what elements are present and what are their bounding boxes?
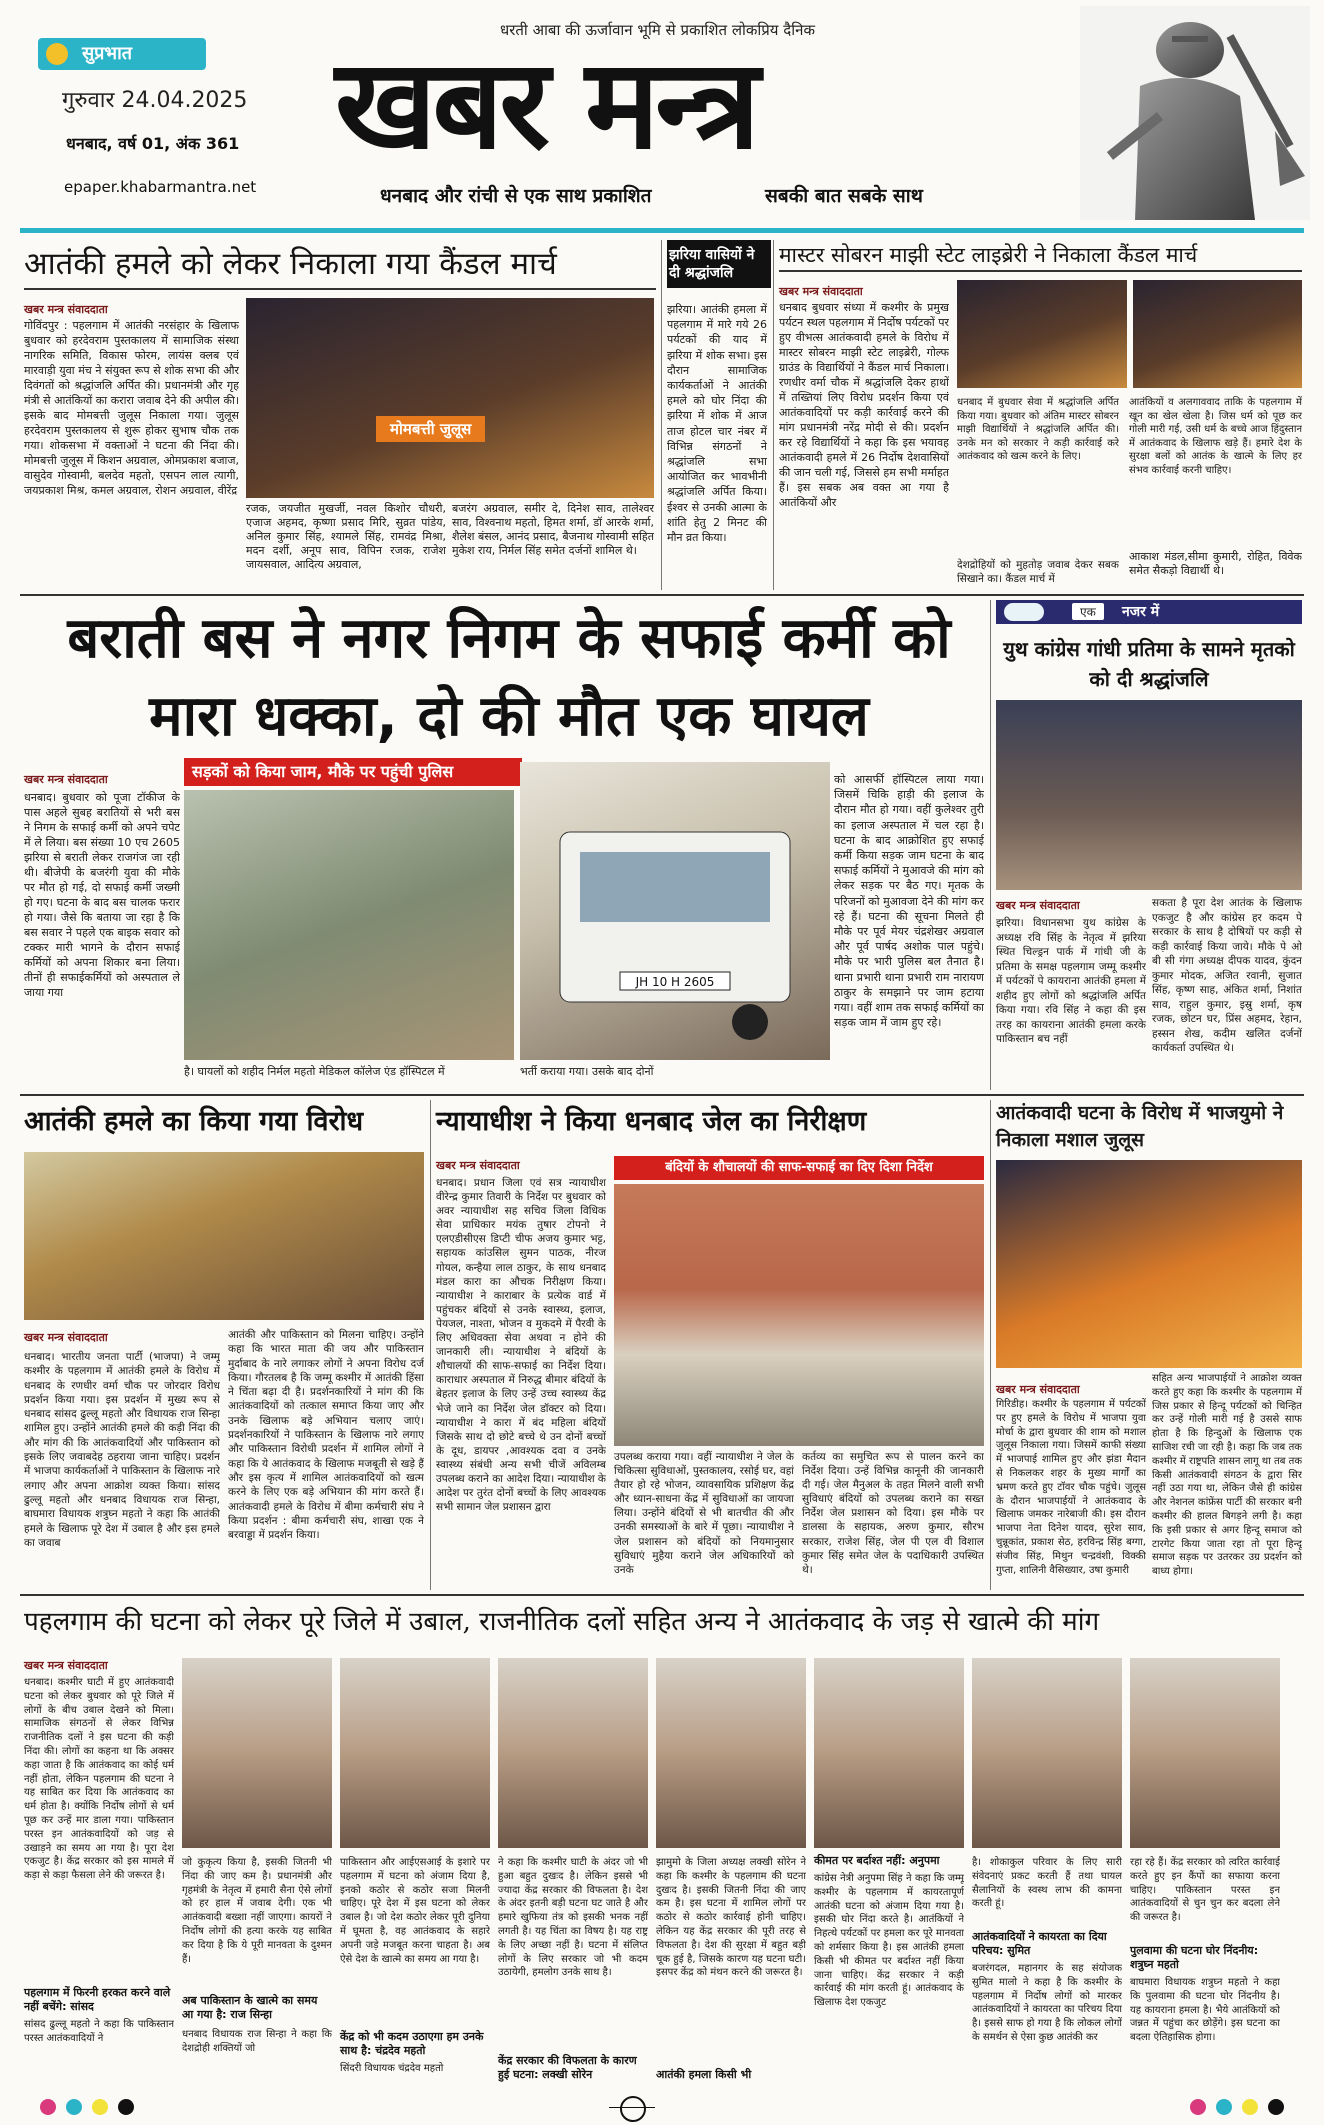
crosshair-icon	[620, 2096, 646, 2122]
issue-date: गुरुवार 24.04.2025	[62, 88, 248, 113]
photo-caption: भर्ती कराया गया। उसके बाद दोनों	[520, 1065, 654, 1078]
miner-statue-image	[1080, 6, 1310, 220]
story-body: गोविंदपुर : पहलगाम में आतंकी नरसंहार के खिलाफ बुधवार को हरदेवराम पुस्तकालय में सामाजिक संस्था नागरिक समिति, विकास फोरम, लायंस क्लब एवं मारवाड़ी युवा मंच ने संयुक्त रूप से शोक सभा की और दिवंगतों को श्रद्धांजलि अर्पित की। प्रधानमंत्री और गृह मंत्री से आतंकियों का करारा जवाब देने की अपील की। इसके बाद मोमबत्ती जुलूस निकाला गया। जुलूस हरदेवराम पुस्तकालय से शुरू होकर सुभाष चौक तक गया। शोकसभा में वक्ताओं ने घटना की निंदा की। मोमबत्ती जुलूस में किशन अग्रवाल, ओमप्रकाश बजाज, वासुदेव गोस्वामी, बलदेव महतो, एसपन लाल त्यागी, जयप्रकाश मिश्र, कमल अग्रवाल, रोशन अग्रवाल, वीरेंद्र	[24, 319, 239, 497]
tribute-photo[interactable]	[996, 700, 1302, 890]
print-registration-strip	[0, 2095, 1324, 2121]
story-body: उपलब्ध कराया गया। वहीं न्यायाधीश ने जेल के चिकित्सा सुविधाओं, पुस्तकालय, रसोई घर, वहां तैयार हो रहे भोजन, व्यावसायिक प्रशिक्षण केंद्र और ध्यान-साधना केंद्र में सुविधाओं का जायजा लिया। उन्होंने बंदियों से भी बातचीत की और उनकी समस्याओं के बारे में पूछा। न्यायाधीश ने जेल प्रशासन को बंदियों को नियमानुसार सुविधाएं मुहैया कराने जेल अधिकारियों को उनके	[614, 1451, 794, 1576]
story-headline[interactable]: आतंकवादी घटना के विरोध में भाजयुमो ने निकाला मशाल जुलूस	[996, 1102, 1284, 1151]
story-body: ने कहा कि कश्मीर घाटी के अंदर जो भी हुआ बहुत दुखःद है। लेकिन इससे भी ज्यादा केंद्र सरकार की विफलता है। देश के अंदर इतनी बड़ी घटना घट जाते है और हमारे खुफिया तंत्र को इसकी भनक नहीं लगती है। यह चिंता का विषय है। यह राष्ट्र के लिए अच्छा नहीं है। घटना में संलिप्त लोगों के लिए सरकार जो भी कदम उठायेगी, हमलोग उनके साथ है।	[498, 1857, 648, 1979]
sister-paper-name: सुप्रभात	[82, 43, 132, 64]
sub-headline: अब पाकिस्तान के खात्मे का समय आ गया है: राज सिन्हा	[182, 1994, 318, 2021]
masthead-tagline: धरती आबा की ऊर्जावान भूमि से प्रकाशित लोकप्रिय दैनिक	[500, 21, 815, 39]
photo-caption: बजरंग अग्रवाल, समीर दे, दिनेश साव, तालेश्वर साव, विश्वनाथ महतो, हिमत शर्मा, डॉ आरके शर्मा, शैलेश बंसल, आनंद प्रसाद, बैजनाथ गोस्वामी सहित मुकेश राय, निर्मल सिंह समेत दर्जनों शामिल थे।	[452, 502, 654, 557]
politician-photo[interactable]	[498, 1658, 648, 1848]
lead-headline[interactable]: बराती बस ने नगर निगम के सफाई कर्मी को मारा धक्का, दो की मौत एक घायल	[67, 606, 951, 749]
story-bjym-torch-rally	[996, 1100, 1302, 1590]
story-body: धनबाद विधायक राज सिन्हा ने कहा कि देशद्रोही शक्तियों जो	[182, 2029, 332, 2054]
sub-headline: कीमत पर बर्दाश्त नहीं: अनुपमा	[814, 1854, 940, 1867]
black-dot-icon	[118, 2099, 134, 2115]
story-body: झामुमो के जिला अध्यक्ष लक्खी सोरेन ने कहा कि कश्मीर के पहलगाम की घटना दुखःद है। इसकी जितनी निंदा की जाए कम है। इस घटना में शामिल लोगों पर कठोर से कठोर कार्रवाई होनी चाहिए। लेकिन यह केंद्र सरकार की पूरी तरह से विफलता है। देश की सुरक्षा में बहुत बड़ी चूक हुई है, जिसके कारण यह घटना घटी। इसपर केंद्र को मंथन करने की जरूरत है।	[656, 1857, 806, 1979]
story-body: बाघमारा विधायक शत्रुघ्न महतो ने कहा कि पुलवामा की घटना घोर निंदनीय है। यह कायराना हमला है। भैये आतंकियों को जन्नत में पहुंचा कर छोड़ेंगे। इस घटना का बदला ऐतिहासिक होगा।	[1130, 1977, 1280, 2044]
story-body: सांसद ढुल्लू महतो ने कहा कि पाकिस्तान परस्त आतंकवादियों ने	[24, 2019, 174, 2044]
byline: खबर मन्त्र संवाददाता	[996, 899, 1080, 912]
cyan-dot-icon	[1216, 2099, 1232, 2115]
side-story-youth-congress	[996, 600, 1302, 1090]
yellow-dot-icon	[92, 2099, 108, 2115]
story-body: बजरंगदल, महानगर के सह संयोजक सुमित मालो ने कहा है कि कश्मीर के पहलगाम में निर्दोष लोगों को मारकर आतंकवादियों ने कायरता का परिचय दिया है। इससे साफ हो गया है कि लोकल लोगों के समर्थन से ऐसा कुछ आतंकी कर	[972, 1963, 1122, 2043]
story-body: धनबाद। भारतीय जनता पार्टी (भाजपा) ने जम्मू कश्मीर के पहलगाम में आतंकी हमले के विरोध में धनबाद के रणधीर वर्मा चौक पर जोरदार विरोध प्रदर्शन किया गया। इस प्रदर्शन में मुख्य रूप से धनबाद सांसद ढुल्लू महतो और विधायक राज सिन्हा शामिल हुए। उन्होंने आतंकी हमले की कड़ी निंदा की और मांग की कि आतंकवादियों और पाकिस्तान को इसके लिए जवाबदेह ठहराया जाना चाहिए। प्रदर्शन में भाजपा कार्यकर्ताओं ने पाकिस्तान के खिलाफ नारे लगाए और अपना आक्रोश व्यक्त किया। सांसद ढुल्लू महतो और धनबाद विधायक राज सिन्हा, बाघमारा विधायक शत्रुघ्न महतो ने कहा कि आतंकी हमले के खिलाफ पूरे देश में उबाल है और इस हमले का जवाब	[24, 1351, 220, 1549]
jail-visit-photo[interactable]	[614, 1184, 984, 1446]
column-rule	[773, 240, 774, 590]
byline: खबर मन्त्र संवाददाता	[24, 773, 108, 786]
politician-photo[interactable]	[656, 1658, 806, 1848]
lead-body: धनबाद। बुधवार को पूजा टॉकीज के पास अहले सुबह बरातियों से भरी बस ने निगम के सफाई कर्मी को अपने चपेट में ले लिया। बस संख्या 10 एच 2605 झरिया से बराती लेकर राजगंज जा रही थी। बीजेपी के बजरंगी युवा की मौके पर मौत हो गई, दो सफाई कर्मी जख्मी हो गए। घटना के बाद बस चालक फरार हो गया। जैसे कि बताया जा रहा है कि बस सवार ने पहले एक बाइक सवार को टक्कर मारी भागने के दौरान सफाई कर्मियों को अपना शिकार बना लिया। तीनों ही सफाईकर्मियों को अस्पताल ले जाया गया	[24, 791, 180, 999]
eye-icon	[1004, 603, 1044, 621]
story-body: सहित अन्य भाजपाईयों ने आक्रोश व्यक्त करते हुए कहा कि कश्मीर के पहलगाम में जिस प्रकार से हिन्दू पर्यटकों को चिन्हित कर उन्हें गोली मारी गई है उससे साफ होता है कि हिन्दुओं के खिलाफ एक साजिश रची जा रही है। कहा कि जब तक कश्मीर में राष्ट्रपति शासन लागू था तब तक किसी आतंकवादी संगठन के द्वारा सिर नहीं उठा गया था, लेकिन जैसे ही कांग्रेस और नेशनल कांफ्रेंस पार्टी की सरकार बनी कश्मीर की हालत बिगड़ने लगी है। कहा कि इसी प्रकार से अगर हिन्दू समाज को टारगेट किया जाता रहा तो पूरा हिन्दू समाज सड़क पर उतरकर उग्र प्रदर्शन को बाध्य होगा।	[1152, 1373, 1302, 1578]
sub-headline: आतंकवादियों ने कायरता का दिया परिचय: सुमित	[972, 1930, 1107, 1957]
yellow-dot-icon	[1242, 2099, 1258, 2115]
sub-headline: पहलगाम में फिरनी हरकत करने वाले नहीं बचेंगे: सांसद	[24, 1986, 171, 2013]
story-body: गिरिडीह। कश्मीर के पहलगाम में पर्यटकों पर हुए हमले के विरोध में भाजपा युवा मोर्चा के द्वारा बुधवार की शाम को मशाल जुलूस निकाला गया। जिसमें काफी संख्या में भाजपाई शामिल हुए और झंडा मैदान से निकलकर शहर के मुख्य मार्गों का भ्रमण करते हुए टॉवर चौक पहुंचे। जुलूस के दौरान भाजपाईयों ने आतंकवाद के खिलाफ जमकर नारेबाजी की। इस दौरान भाजपा नेता दिनेश यादव, सुरेश साव, चुन्नूकांत, प्रकाश सेठ, हरविन्द्र सिंह बग्गा, संजीव सिंह, मिथुन चन्द्रवंशी, विक्की गुप्ता, शालिनी वैसिख्यार, उषा कुमारी	[996, 1399, 1146, 1576]
photo-caption: रजक, जयजीत मुखर्जी, नवल किशोर चौधरी, एजाज अहमद, कृष्णा प्रसाद मिरि, सुव्रत पांडेय, अनिल कुमार सिंह, श्यामले सिंह, रामवंद्र मिश्रा, मदन दर्शी, अनूप साव, विपिन रजक, राजेश जायसवाल, आदित्य अग्रवाल,	[246, 502, 446, 571]
masthead-subtitle-left: धनबाद और रांची से एक साथ प्रकाशित	[380, 185, 652, 207]
politician-photo[interactable]	[1130, 1658, 1280, 1848]
story-library-candle-march	[779, 240, 1302, 590]
story-body: आतंकी और पाकिस्तान को मिलना चाहिए। उन्होंने कहा कि भारत माता की जय और पाकिस्तान मुर्दाबाद के नारे लगाकर लोगों ने अपना विरोध दर्ज किया। गौरतलब है कि जम्मू कश्मीर में आतंकी हिंसा ने चिंता बढ़ा दी है। प्रदर्शनकारियों ने मांग की कि आतंकवादियों को तत्काल समाप्त किया जाए और उनके खिलाफ बड़े अभियान चलाए जाएं। प्रदर्शनकारियों ने पाकिस्तान के खिलाफ नारे लगाए और पाकिस्तान विरोधी प्रदर्शन में शामिल लोगों ने कहा कि ये आतंकवाद के खिलाफ मजबूती से खड़े हैं और इस कृत्य में शामिल आतंकवादियों को खत्म करने के लिए एक बड़े अभियान की मांग करते हैं। आतंकवादी हमले के विरोध में बीमा कर्मचारी संघ ने किया प्रदर्शन : बीमा कर्मचारी संघ, शाखा एक ने बरवाड्डा में प्रदर्शन किया।	[228, 1329, 424, 1542]
sub-headline: केंद्र को भी कदम उठाएगा हम उनके साथ है: चंद्रदेव महतो	[340, 2030, 484, 2057]
story-body: धनबाद। कश्मीर घाटी में हुए आतंकवादी घटना को लेकर बुधवार को पूरे जिले में लोगों के बीच उबाल देखने को मिला। सामाजिक संगठनों से लेकर विभिन्न राजनीतिक दलों ने इस घटना की कड़ी निंदा की। लोगों का कहना था कि अक्सर कहा जाता है कि आतंकवाद का कोई धर्म नहीं होता, लेकिन पहलगाम की घटना ने यह साबित कर दिया कि आतंकवाद का धर्म होता है। क्योंकि निर्दोष लोगों से धर्म पूछ कर उन्हें मार डाला गया। पाकिस्तान परस्त इन आतंकवादियों को जड़ से उखाड़ने का समय आ गया है। पूरा देश एकजुट है। केंद्र सरकार को इस मामले में कड़ा से कड़ा फैसला लेने की जरूरत है।	[24, 1677, 174, 1882]
candle-march-photo[interactable]	[246, 298, 654, 498]
story-body: सिंदरी विधायक चंद्रदेव महतो	[340, 2063, 444, 2074]
byline: खबर मन्त्र संवाददाता	[779, 285, 863, 298]
politician-photo[interactable]	[814, 1658, 964, 1848]
sub-headline: पुलवामा की घटना घोर निंदनीय: शत्रुघ्न महतो	[1130, 1944, 1259, 1971]
library-march-photo[interactable]	[957, 280, 1127, 388]
bus-image	[550, 822, 800, 1042]
story-signers: आकाश मंडल,सीमा कुमारी, रोहित, विवेक समेत सैकड़ो विद्यार्थी थे।	[1129, 550, 1302, 577]
edition-info: धनबाद, वर्ष 01, अंक 361	[66, 134, 240, 153]
story-body: झरिया। आतंकी हमला में पहलगाम में मारे गये 26 पर्यटकों की याद में झरिया में शोक सभा। इस दौरान सामाजिक कार्यकर्ताओं ने आतंकी हमले को घोर निंदा की झरिया में शोक में आज ताज होटल चार नंबर में विभिन्न संगठनों ने श्रद्धांजलि सभा आयोजित कर भावभीनी श्रद्धांजलि अर्पित किया। ईश्वर से उनकी आत्मा के शांति हेतु 2 मिनट की मौन व्रत किया।	[667, 303, 767, 545]
politician-photo[interactable]	[182, 1658, 332, 1848]
story-headline[interactable]: पहलगाम की घटना को लेकर पूरे जिले में उबाल, राजनीतिक दलों सहित अन्य ने आतंकवाद के जड़ से खात्मे की मांग	[24, 1607, 1100, 1637]
story-body-cont: देशद्रोहियों को मुहतोड़ जवाब देकर सबक सिखाने का। कैंडल मार्च में	[957, 559, 1119, 585]
byline: खबर मन्त्र संवाददाता	[24, 1331, 108, 1344]
story-banner: बंदियों के शौचालयों की साफ-सफाई का दिए दिशा निर्देश	[614, 1156, 984, 1180]
sun-logo-icon	[46, 43, 68, 65]
section-tag-label: नजर में	[1122, 604, 1160, 620]
lead-story	[24, 600, 984, 1090]
story-jharia-tribute	[667, 240, 767, 590]
story-headline[interactable]: झरिया वासियों ने दी श्रद्धांजलि	[667, 240, 771, 288]
black-dot-icon	[1268, 2099, 1284, 2115]
story-jail-inspection	[436, 1100, 984, 1590]
story-body: धनबाद। प्रधान जिला एवं सत्र न्यायाधीश वीरेन्द्र कुमार तिवारी के निर्देश पर बुधवार को अवर न्यायाधीश सह सचिव जिला विधिक सेवा प्राधिकार मयंक तुषार टोपनो ने एलएडीसीएस डिप्टी चीफ अजय कुमार भट्ट, सहायक कांउसिल सुमन पाठक, नीरज गोयल, कन्हैया लाल ठाकुर, के साथ धनबाद मंडल कारा का औचक निरीक्षण किया। न्यायाधीश ने काराबार के प्रत्येक वार्ड में पहुंचकर बंदियों से उनके स्वास्थ्य, इलाज, पेयजल, नाश्ता, भोजन व मुकदमे में पैरवी के लिए अधिवक्ता सेवा अथवा न होने की जानकारी ली। न्यायाधीश ने बंदियों के शौचालयों की साफ-सफाई का निर्देश दिया। काराधार अस्पताल में निरुद्ध बीमार बंदियों के बेहतर इलाज के लिए उन्हें उच्च स्वास्थ्य केंद्र भेजे जाने का निर्देश जेल डॉक्टर को दिया। न्यायाधीश ने कारा में बंद महिला बंदियों जिसके साथ दो छोटे बच्चे थे उन दोनों बच्चों के दूध, डायपर ,आवश्यक दवा व उनके स्वास्थ्य संबंधी अन्य सभी चीजें अविलम्ब उपलब्ध कराने का आदेश दिया। न्यायाधीश के आदेश पर तुरंत दोनों बच्चों के लिए आवश्यक सभी सामान जेल प्रशासन द्वारा	[436, 1177, 606, 1514]
website-link[interactable]: epaper.khabarmantra.net	[64, 178, 257, 196]
photo-caption: है। घायलों को शहीद निर्मल महतो मेडिकल कॉलेज एंड हॉस्पिटल में	[184, 1065, 445, 1078]
bus-accident-photo[interactable]	[520, 762, 830, 1060]
section-tag-prefix: एक	[1072, 603, 1104, 620]
protest-road-photo[interactable]	[184, 790, 514, 1060]
magenta-dot-icon	[1190, 2099, 1206, 2115]
column-rule	[990, 600, 991, 1090]
library-march-photo[interactable]	[1133, 280, 1302, 388]
story-candle-march	[24, 240, 656, 590]
story-district-outrage	[24, 1600, 1302, 2090]
story-headline[interactable]: आतंकी हमले का किया गया विरोध	[24, 1106, 364, 1137]
story-headline[interactable]: मास्टर सोबरन माझी स्टेट लाइब्रेरी ने निकाला कैंडल मार्च	[779, 240, 1302, 272]
story-body: है। शोकाकुल परिवार के लिए सारी संवेदनाएं प्रकट करती हैं तथा घायल सैलानियों के स्वस्थ लाभ की कामना करती हूं।	[972, 1857, 1122, 1910]
sister-paper-badge[interactable]	[38, 38, 206, 70]
masthead	[0, 0, 1324, 230]
byline: खबर मन्त्र संवाददाता	[24, 303, 108, 316]
photo-banner: मोमबत्ती जुलूस	[376, 416, 485, 442]
photo-caption: धनबाद में बुधवार सेवा में श्रद्धांजलि अर्पित किया गया। बुधवार को अंतिम मास्टर सोबरन माझी विद्यार्थियों ने श्रद्धांजलि अर्पित की। उनके मन को सरकार ने कड़ी कार्रवाई करे आतंकवाद को खत्म करने के लिए।	[957, 397, 1119, 462]
column-rule	[990, 1100, 991, 1590]
story-headline[interactable]: न्यायाधीश ने किया धनबाद जेल का निरीक्षण	[436, 1106, 867, 1137]
politician-photo[interactable]	[972, 1658, 1122, 1848]
bjp-protest-photo[interactable]	[24, 1152, 424, 1320]
cyan-dot-icon	[66, 2099, 82, 2115]
story-body: झरिया। विधानसभा युथ कांग्रेस के अध्यक्ष रवि सिंह के नेतृत्व में झरिया स्थित चिल्ड्रन पार्क में गांधी जी के प्रतिमा के समक्ष पहलगाम जम्मू कश्मीर में पर्यटकों पे कायराना आतंकी हमला में शहीद हुए लोगों को श्रद्धांजलि अर्पित किया गया। रवि सिंह ने कहा की इस तरह का कायराना आतंकी हमला करके पाकिस्तान बच नहीं	[996, 917, 1146, 1045]
crosshair-line-icon	[609, 2107, 655, 2108]
byline: खबर मन्त्र संवाददाता	[436, 1159, 520, 1172]
politician-photo[interactable]	[340, 1658, 490, 1848]
story-body: सकता है पूरा देश आतंक के खिलाफ एकजुट है और कांग्रेस हर कदम पे सरकार के साथ है दोषियों पर कड़ी से कड़ी कार्रवाई किया जाये। मौके पे ओ बी सी गंगा अध्यक्ष दीपक यादव, कुंदन कुमार मोदक, अजित रवानी, सुजात सिंह, कृष्ण साह, अंकित शर्मा, निशांत साव, राहुल कुमार, इस्रु शर्मा, कृष रजक, छोटन घर, प्रिंस अहमद, रेहान, हस्सन शेख, कदीम खलित दर्जनों कार्यकर्ता उपस्थित थे।	[1152, 897, 1302, 1054]
section-rule	[20, 594, 1304, 596]
sub-headline: आतंकी हमला किसी भी	[656, 2068, 752, 2081]
story-body: धनबाद बुधवार संध्या में कश्मीर के प्रमुख पर्यटन स्थल पहलगाम में निर्दोष पर्यटकों पर हुए वीभत्स आतंकवादी हमले के विरोध में मास्टर सोबरन माझी स्टेट लाइब्रेरी, गोल्फ ग्राउंड के विद्यार्थियों ने कैंडल मार्च निकाला। रणधीर वर्मा चौक में श्रद्धांजलि देकर हाथों में तख्तियां लिए विरोध प्रदर्शन किया एवं आतंकवादियों पर कड़ी कार्रवाई करने की मांग प्रधानमंत्री नरेंद्र मोदी से की। प्रदर्शन कर रहे विद्यार्थियों ने कहा कि इस भयावह आतंकवादी हमले में 26 निर्दोष देशवासियों की जान चली गई, जिससे हम सभी मर्माहत हैं। इस सबक अब वक्त आ गया है आतंकियों और	[779, 301, 949, 509]
magenta-dot-icon	[40, 2099, 56, 2115]
column-rule	[661, 240, 662, 590]
lead-body-col: को आसर्फी हॉस्पिटल लाया गया। जिसमें चिकि हाड़ी की इलाज के दौरान मौत हो गया। वहीं कुलेश्वर तुरी का इलाज अस्पताल में चल रहा है। घटना के बाद आक्रोशित हुए सफाई कर्मी किया सड़क जाम घटना के बाद सफाई कर्मियों ने मुआवजे की मांग को लेकर सड़क पर बैठ गए। मृतक के परिजनों को मुआवजा देने की मांग कर रहे हैं। घटना की सूचना मिलते ही मौके पर पूर्व मेयर चंद्रशेखर अग्रवाल और पूर्व पार्षद अशोक पाल पहुंचे। मौके पर भारी पुलिस बल तैनात है। थाना प्रभारी थाना प्रभारी राम नारायण ठाकुर के समझाने पर जाम हटाया गया। वहीं शाम तक सफाई कर्मियों का सड़क जाम में जाम हुए रहे।	[834, 773, 984, 1030]
section-tag	[996, 600, 1302, 624]
story-body: जो कुकृत्य किया है, इसकी जितनी भी निंदा की जाए कम है। प्रधानमंत्री और गृहमंत्री के नेतृत्व में हमारी सैना ऐसे लोगों को हर हाल में जवाब देगी। एक भी आतंकवादी बख्शा नहीं जाएगा। कायरों ने निर्दोष लोगों की हत्या करके यह साबित कर दिया है कि ये पूरी मानवता के दुश्मन हैं।	[182, 1857, 332, 1965]
masthead-subtitle-right: सबकी बात सबके साथ	[765, 185, 923, 207]
byline: खबर मन्त्र संवाददाता	[996, 1383, 1080, 1396]
masthead-rule	[20, 228, 1304, 233]
section-rule	[20, 1594, 1304, 1596]
story-headline[interactable]: आतंकी हमले को लेकर निकाला गया कैंडल मार्च	[24, 240, 656, 290]
story-headline[interactable]: युथ कांग्रेस गांधी प्रतिमा के सामने मृतको को दी श्रद्धांजलि	[1003, 637, 1295, 691]
column-rule	[430, 1100, 431, 1590]
sub-headline: केंद्र सरकार की विफलता के कारण हुई घटना: लक्खी सोरेन	[498, 2054, 637, 2081]
lead-banner: सड़कों को किया जाम, मौके पर पहुंची पुलिस	[184, 758, 522, 786]
svg-text:JH 10 H 2605: JH 10 H 2605	[635, 975, 715, 989]
photo-caption: आतंकियों व अलगाववाद ताकि के पहलगाम में खून का खेल खेला है। जिस धर्म को पूछ कर गोली मारी गई, उसी धर्म के बच्चे आज हिंदुस्तान में आतंकवाद के खिलाफ खड़े हैं। हमारे देश के सुरक्षा बलों को आतंक के खात्मे के लिए हर संभव कार्रवाई करनी चाहिए।	[1129, 397, 1302, 476]
newspaper-title: खबर मन्त्र	[335, 33, 757, 177]
torch-rally-photo[interactable]	[996, 1160, 1302, 1368]
story-bjp-protest	[24, 1100, 424, 1590]
story-body: कांग्रेस नेत्री अनुपमा सिंह ने कहा कि जम्मू कश्मीर के पहलगाम में कायरतापूर्ण आतंकी घटना को अंजाम दिया गया है। इसकी घोर निंदा करते है। आतंकियों ने निहत्थे पर्यटकों पर हमला कर पूरे मानवता को शर्मसार किया है। इस आतंकी हमला किसी भी कीमत पर बर्दाश्त नहीं किया जाना चाहिए। केंद्र सरकार ने कड़ी कार्रवाई की मांग करती हूं। आतंकवाद के खिलाफ देश एकजुट	[814, 1873, 964, 2009]
story-body: रहा रहे हैं। केंद्र सरकार को त्वरित कार्रवाई करते हुए इन कैंपों का सफाया करना चाहिए। पाकिस्तान परस्त इन आतंकवादियों से चुन चुन कर बदला लेने की जरूरत है।	[1130, 1857, 1280, 1924]
section-rule	[20, 1094, 1304, 1096]
byline: खबर मन्त्र संवाददाता	[24, 1659, 108, 1672]
story-body: कर्तव्य का समुचित रूप से पालन करने का निर्देश दिया। उन्हें विभिन्न कानूनी की जानकारी दी गई। जेल मैनुअल के तहत मिलने वाली सभी सुविधाएं बंदियों को उपलब्ध कराने का सख्त निर्देश जेल प्रशासन को दिया। इस मौके पर डालसा के सहायक, अरुण कुमार, सौरभ सरकार, राजेश सिंह, जेल पी एल वी विशाल कुमार सिंह समेत जेल के पदाधिकारी उपस्थित थे।	[802, 1451, 984, 1576]
story-body: पाकिस्तान और आईएसआई के इशारे पर पहलगाम में घटना को अंजाम दिया है, इनको कठोर से कठोर सजा मिलनी चाहिए। पूरे देश में इस घटना को लेकर उबाल है। जो देश कठोर लेकर पूरी दुनिया में घूमता है, वह आतंकवाद के सहारे अपनी जड़े मजबूत करना चाहता है। अब ऐसे देश के खात्मे का समय आ गया है।	[340, 1857, 490, 1965]
